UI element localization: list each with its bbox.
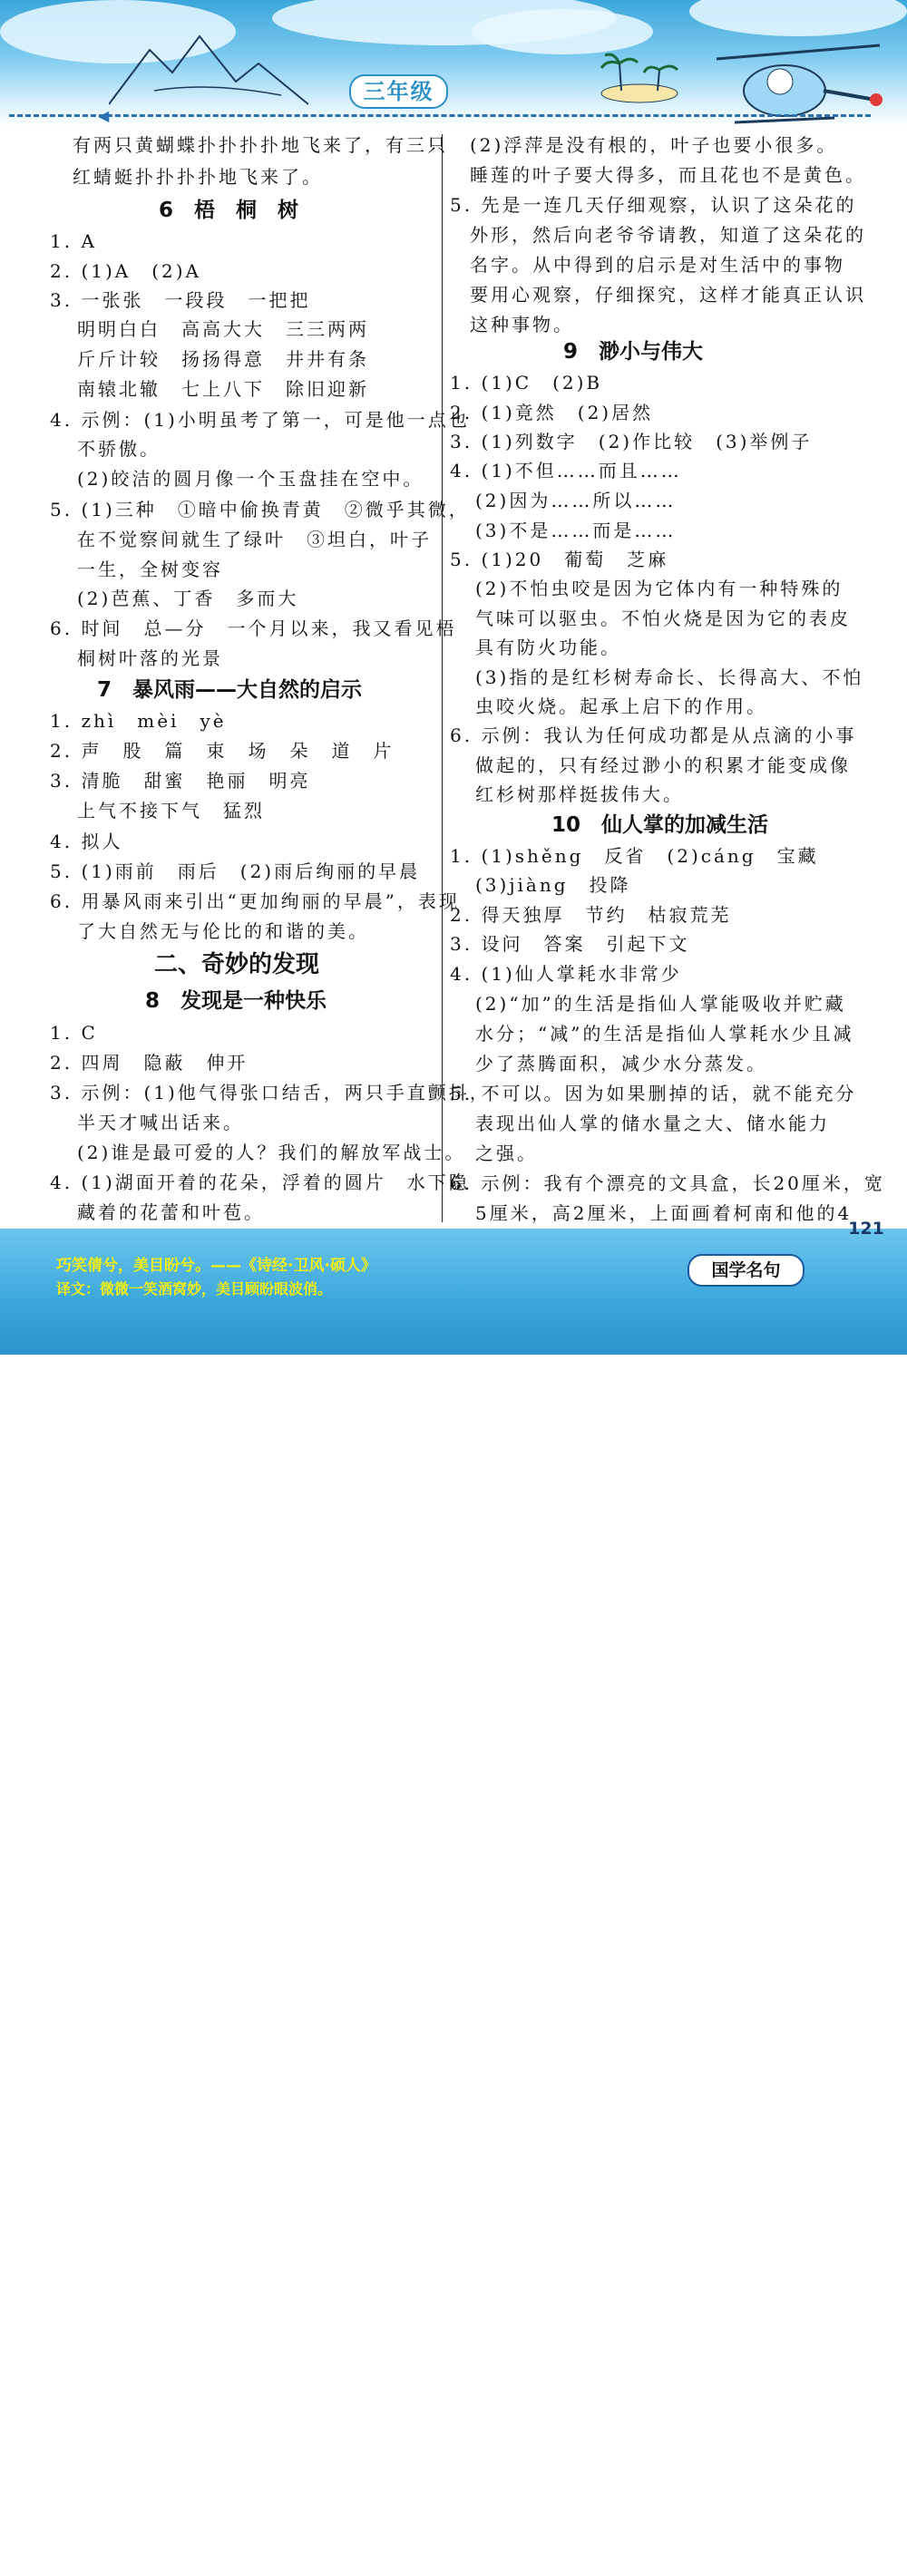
answer-line: 了大自然无与伦比的和谐的美。: [77, 920, 369, 942]
answer-line: 藏着的花蕾和叶苞。: [77, 1201, 265, 1223]
answer-line: 水分；“减”的生活是指仙人掌耗水少且减: [475, 1023, 854, 1045]
answer-line: (2)浮萍是没有根的，叶子也要小很多。: [470, 134, 838, 156]
answer-line: 4. (1)不但……而且……: [450, 460, 682, 481]
answer-line: 6. 示例：我有个漂亮的文具盒，长20厘米，宽: [450, 1172, 885, 1194]
grade-badge: 三年级: [349, 74, 448, 109]
answer-line: 5. (1)20 葡萄 芝麻: [450, 549, 669, 570]
answer-line: (2)因为……所以……: [475, 490, 677, 511]
answer-line: (2)不怕虫咬是因为它体内有一种特殊的: [475, 578, 844, 599]
answer-line: 3. 清脆 甜蜜 艳丽 明亮: [50, 770, 311, 792]
helicopter-illustration: [698, 36, 898, 127]
lesson-title: 9 渺小与伟大: [563, 340, 704, 364]
answer-line: 5. 先是一连几天仔细观察，认识了这朵花的: [450, 194, 857, 216]
answer-line: 2. (1)A (2)A: [50, 260, 201, 282]
answer-line: 1. (1)shěng 反省 (2)cáng 宝藏: [450, 845, 819, 867]
answer-line: 要用心观察，仔细探究，这样才能真正认识: [470, 284, 866, 306]
watermark-url: MXQE.COM: [744, 2549, 892, 2576]
answer-line: 半天才喊出话来。: [77, 1112, 244, 1133]
lesson-title: 6 梧 桐 树: [159, 199, 299, 222]
answer-line: 1. (1)C (2)B: [450, 372, 603, 394]
answer-line: 1. A: [50, 230, 97, 252]
answer-line: 2. 声 股 篇 束 场 朵 道 片: [50, 740, 395, 762]
answer-line: 2. (1)竟然 (2)居然: [450, 402, 654, 423]
answer-line: 3. 一张张 一段段 一把把: [50, 289, 311, 311]
answer-line: 红蜻蜓扑扑扑扑地飞来了。: [73, 166, 323, 188]
cloud-decoration: [689, 0, 907, 36]
answer-line: 一生，全树变容: [77, 559, 223, 580]
answer-line: 名字。从中得到的启示是对生活中的事物: [470, 254, 845, 276]
palm-island-illustration: [594, 50, 685, 104]
arrow-left-icon: ◀: [98, 107, 110, 124]
answer-line: 2. 四周 隐蔽 伸开: [50, 1052, 249, 1074]
answer-line: 3. 设问 答案 引起下文: [450, 933, 690, 955]
answer-line: 5. (1)雨前 雨后 (2)雨后绚丽的早晨: [50, 860, 421, 882]
answer-line: 1. C: [50, 1022, 98, 1044]
answer-line: 少了蒸腾面积，减少水分蒸发。: [475, 1053, 767, 1074]
answer-line: 6. 用暴风雨来引出“更加绚丽的早晨”，表现: [50, 890, 460, 912]
answer-line: (3)不是……而是……: [475, 520, 677, 541]
answer-line: 在不觉察间就生了绿叶 ③坦白，叶子: [77, 529, 432, 550]
answer-line: (2)芭蕉、丁香 多而大: [77, 588, 299, 609]
mountain-illustration: [109, 27, 308, 109]
answer-line: 6. 示例：我认为任何成功都是从点滴的小事: [450, 724, 857, 746]
quote-translation: 译文：微微一笑酒窝妙，美目顾盼眼波俏。: [56, 1280, 333, 1298]
cloud-decoration: [472, 9, 653, 54]
answer-line: 表现出仙人掌的储水量之大、储水能力: [475, 1113, 830, 1134]
answer-line: 睡莲的叶子要大得多，而且花也不是黄色。: [470, 164, 866, 186]
answer-line: 4. 拟人: [50, 831, 123, 852]
answer-line: 3. 示例：(1)他气得张口结舌，两只手直颤抖，: [50, 1082, 491, 1103]
answer-line: 桐树叶落的光景: [77, 647, 223, 669]
lesson-title: 10 仙人掌的加减生活: [551, 813, 769, 837]
answer-line: 气味可以驱虫。不怕火烧是因为它的表皮: [475, 608, 851, 629]
answer-line: 6. 时间 总—分 一个月以来，我又看见梧: [50, 617, 457, 639]
answer-line: (3)jiàng 投降: [475, 874, 631, 896]
answer-line: 5厘米，高2厘米，上面画着柯南和他的4: [475, 1202, 853, 1224]
answer-line: 2. 得天独厚 节约 枯寂荒芜: [450, 904, 732, 926]
answer-line: 5. 不可以。因为如果删掉的话，就不能充分: [450, 1083, 857, 1104]
answer-line: 3. (1)列数字 (2)作比较 (3)举例子: [450, 431, 813, 452]
answer-line: 南辕北辙 七上八下 除旧迎新: [77, 378, 369, 400]
answer-line: 5. (1)三种 ①暗中偷换青黄 ②微乎其微，: [50, 499, 470, 520]
lesson-title: 8 发现是一种快乐: [145, 989, 327, 1013]
answer-line: 做起的，只有经过渺小的积累才能变成像: [475, 754, 851, 776]
sayings-badge: 国学名句: [688, 1254, 805, 1287]
watermark-logo: 答案圈: [757, 2517, 872, 2559]
lesson-title: 7 暴风雨——大自然的启示: [97, 678, 363, 702]
answer-line: 不骄傲。: [77, 438, 161, 460]
page-footer: [0, 1229, 907, 2576]
answer-line: 1. zhì mèi yè: [50, 710, 227, 732]
answer-line: 具有防火功能。: [475, 637, 621, 658]
answer-line: 外形，然后向老爷爷请教，知道了这朵花的: [470, 224, 866, 246]
page-header: [0, 0, 907, 127]
column-divider: [442, 134, 443, 1222]
answer-line: 明明白白 高高大大 三三两两: [77, 318, 369, 340]
answer-line: 斤斤计较 扬扬得意 井井有条: [77, 348, 369, 370]
header-dashed-line: [9, 114, 871, 117]
answer-line: 4. 示例：(1)小明虽考了第一，可是他一点也: [50, 409, 470, 431]
answer-line: (2)“加”的生活是指仙人掌能吸收并贮藏: [475, 993, 846, 1015]
answer-line: 虫咬火烧。起承上启下的作用。: [475, 695, 767, 717]
answer-line: 之强。: [475, 1142, 538, 1164]
unit-title: 二、奇妙的发现: [154, 951, 320, 978]
answer-line: (3)指的是红杉树寿命长、长得高大、不怕: [475, 666, 864, 688]
answer-line: 4. (1)湖面开着的花朵，浮着的圆片 水下隐: [50, 1171, 470, 1193]
answer-line: 上气不接下气 猛烈: [77, 800, 265, 821]
page-number: 121: [848, 1219, 884, 1239]
answer-line: (2)皎洁的圆月像一个玉盘挂在空中。: [77, 468, 424, 490]
answer-line: 红杉树那样挺拔伟大。: [475, 783, 684, 805]
answer-line: 4. (1)仙人掌耗水非常少: [450, 963, 682, 985]
answer-line: 有两只黄蝴蝶扑扑扑扑地飞来了，有三只: [73, 134, 448, 156]
classic-quote: 巧笑倩兮，美目盼兮。——《诗经·卫风·硕人》: [56, 1257, 376, 1275]
answer-line: 这种事物。: [470, 314, 574, 335]
answer-line: (2)谁是最可爱的人？我们的解放军战士。: [77, 1142, 466, 1163]
